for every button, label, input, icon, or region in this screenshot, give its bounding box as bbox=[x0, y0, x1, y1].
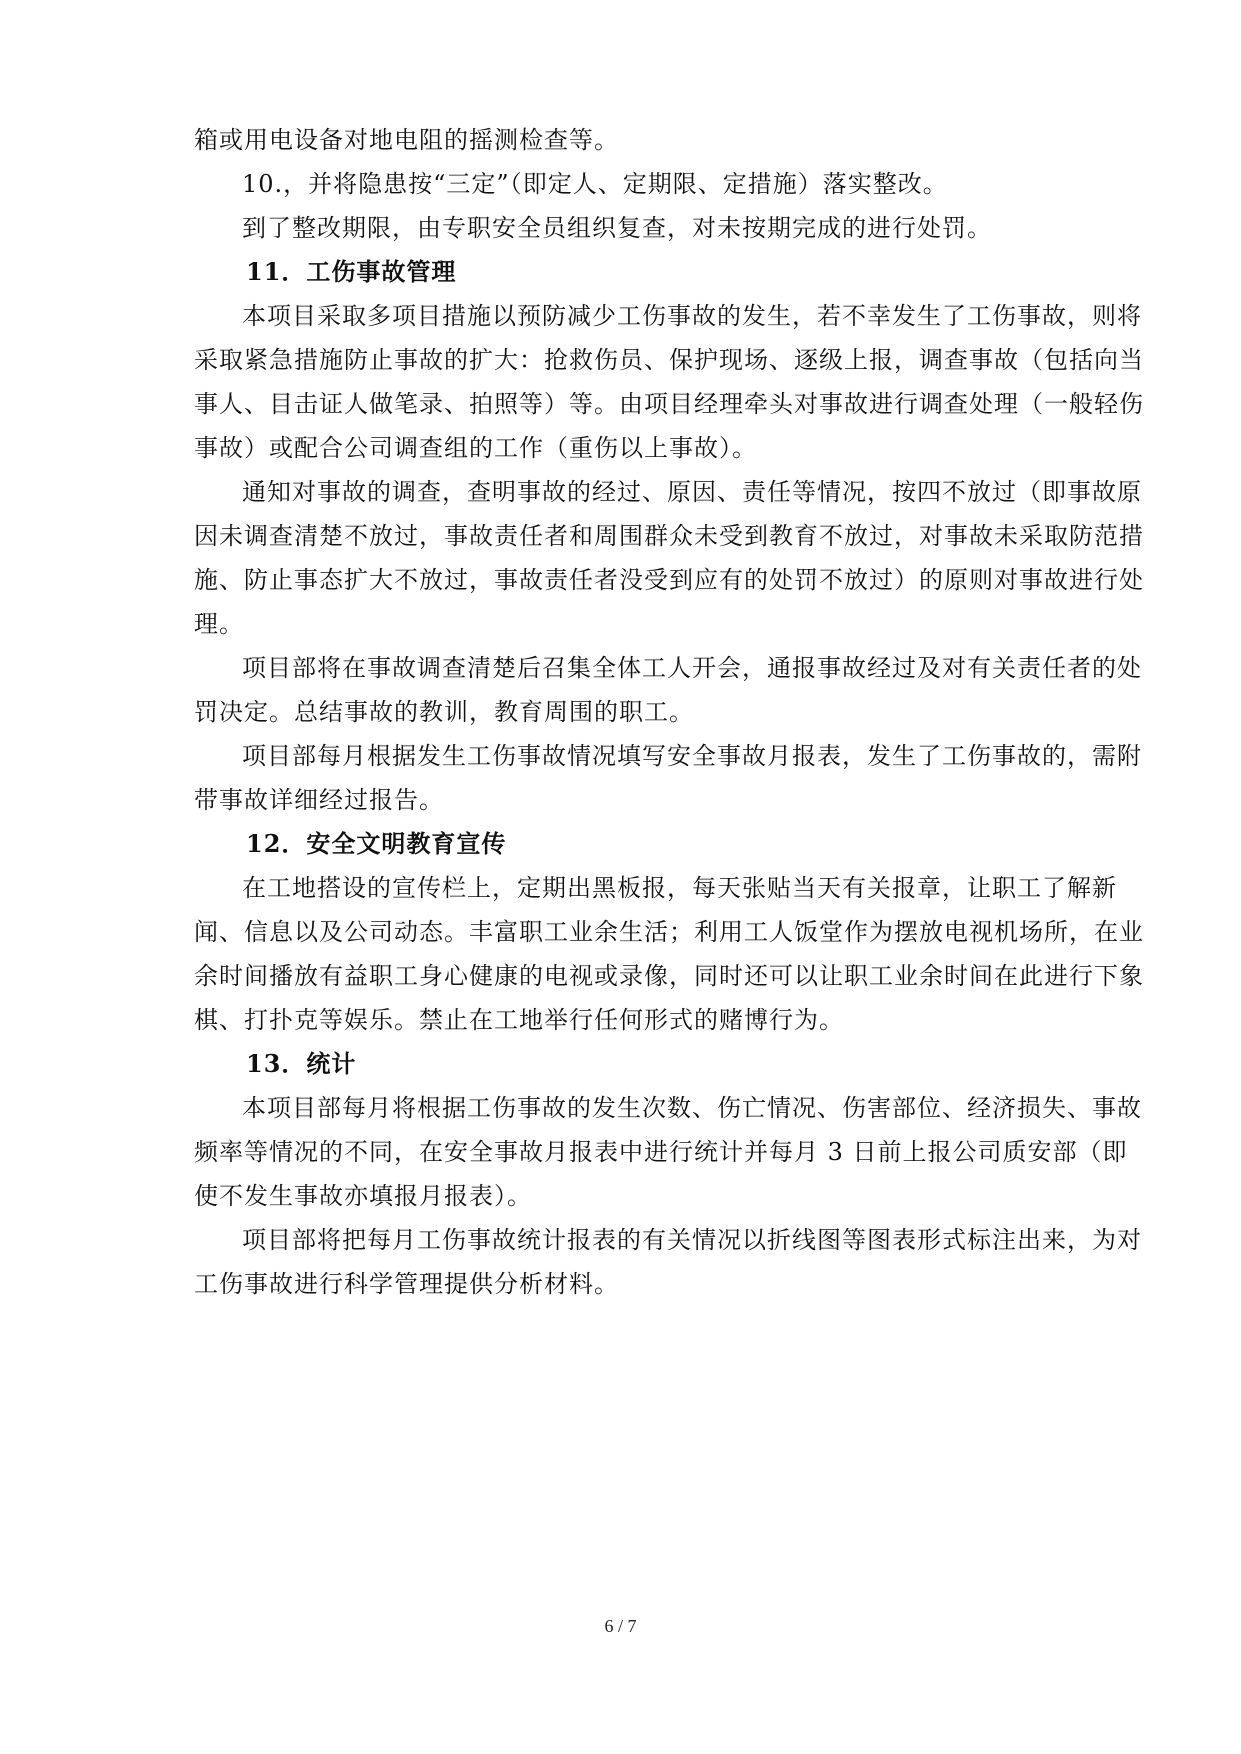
paragraph-review: 到了整改期限，由专职安全员组织复查，对未按期完成的进行处罚。 bbox=[242, 214, 992, 242]
document-body bbox=[194, 118, 1146, 1306]
section-heading-11: 11．工伤事故管理 bbox=[246, 257, 457, 286]
section-13-paragraph: 项目部将把每月工伤事故统计报表的有关情况以折线图等图表形式标注出来，为对工伤事故进行科学管理提供分析材料。 bbox=[194, 1226, 1142, 1298]
section-heading-12: 12．安全文明教育宣传 bbox=[246, 829, 507, 858]
section-11-paragraph: 通知对事故的调查，查明事故的经过、原因、责任等情况，按四不放过（即事故原因未调查清楚不放过，事故责任者和周围群众未受到教育不放过，对事故未采取防范措施、防止事态扩大不放过，事故责任者没受到应有的处罚不放过）的原则对事故进行处理。 bbox=[194, 478, 1144, 638]
section-12-paragraph: 在工地搭设的宣传栏上，定期出黑板报，每天张贴当天有关报章，让职工了解新闻、信息以及公司动态。丰富职工业余生活；利用工人饭堂作为摆放电视机场所，在业余时间播放有益职工身心健康的电视或录像，同时还可以让职工业余时间在此进行下象棋、打扑克等娱乐。禁止在工地举行任何形式的赌博行为。 bbox=[194, 874, 1144, 1034]
paragraph-item-10: 10.，并将隐患按“三定”（即定人、定期限、定措施）落实整改。 bbox=[242, 170, 948, 198]
section-13-paragraph: 本项目部每月将根据工伤事故的发生次数、伤亡情况、伤害部位、经济损失、事故频率等情况的不同，在安全事故月报表中进行统计并每月 3 日前上报公司质安部（即使不发生事故亦填报月报表）。 bbox=[194, 1094, 1142, 1210]
page-number: 6 / 7 bbox=[604, 1616, 637, 1636]
section-11-paragraph: 本项目采取多项目措施以预防减少工伤事故的发生，若不幸发生了工伤事故，则将采取紧急措施防止事故的扩大：抢救伤员、保护现场、逐级上报，调查事故（包括向当事人、目击证人做笔录、拍照等）等。由项目经理牵头对事故进行调查处理（一般轻伤事故）或配合公司调查组的工作（重伤以上事故）。 bbox=[194, 302, 1144, 462]
section-heading-13: 13．统计 bbox=[246, 1049, 357, 1078]
section-11-paragraph: 项目部将在事故调查清楚后召集全体工人开会，通报事故经过及对有关责任者的处罚决定。总结事故的教训，教育周围的职工。 bbox=[194, 654, 1142, 726]
section-11-paragraph: 项目部每月根据发生工伤事故情况填写安全事故月报表，发生了工伤事故的，需附带事故详细经过报告。 bbox=[194, 742, 1142, 814]
paragraph-continuation: 箱或用电设备对地电阻的摇测检查等。 bbox=[194, 126, 619, 154]
